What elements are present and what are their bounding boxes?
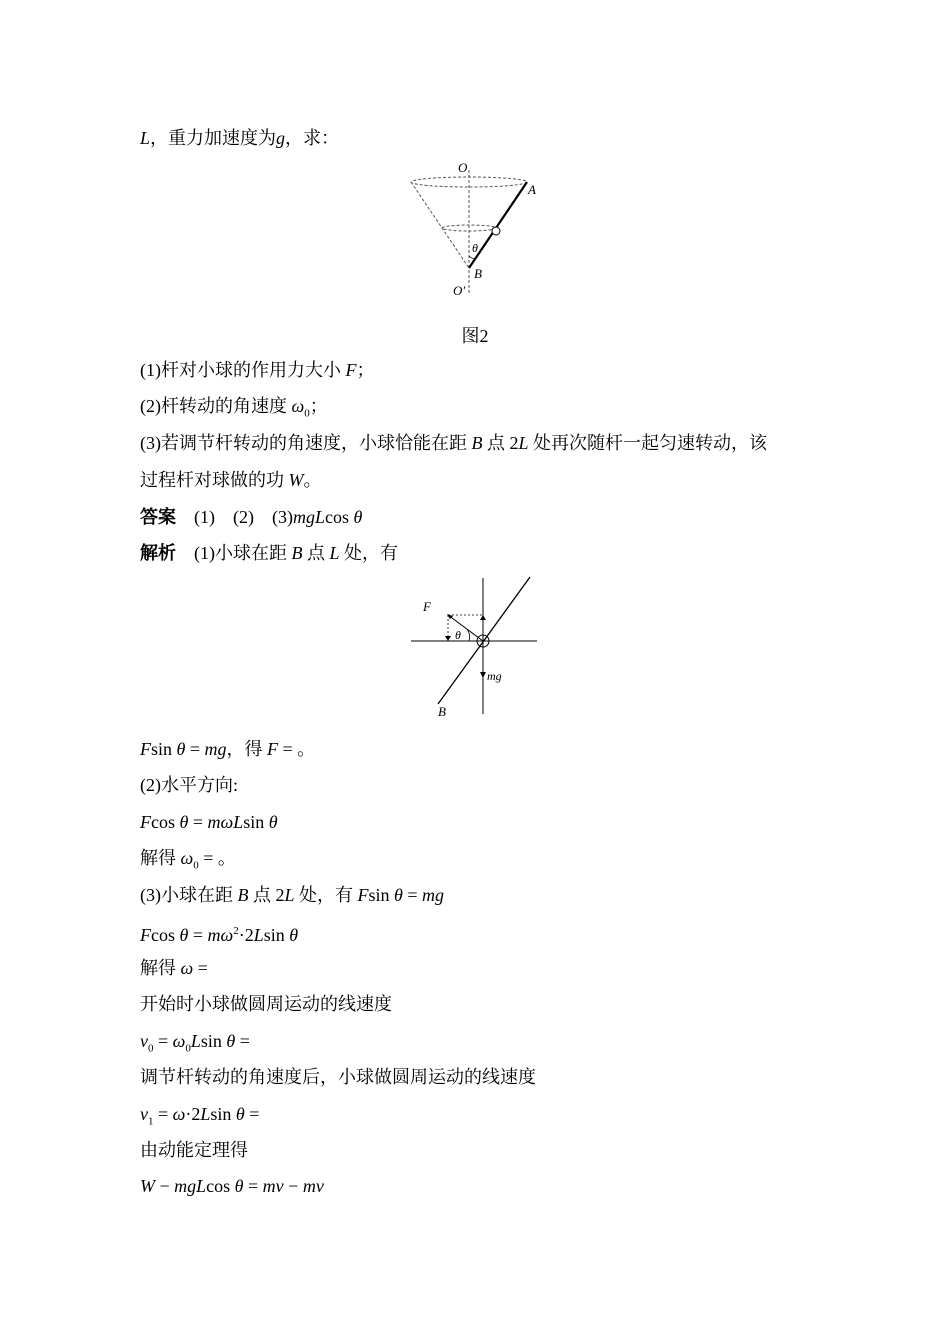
theta-arc (469, 256, 475, 259)
step-3-line: (3)小球在距 B 点 2L 处，有 Fsin θ = mg (140, 885, 445, 905)
label-theta: θ (472, 241, 478, 255)
cone-left-edge (411, 182, 469, 268)
eq-line-2: Fcos θ = mωLsin θ (140, 812, 278, 832)
label-B: B (438, 704, 446, 719)
cone-figure (400, 156, 550, 301)
intro-line: L，重力加速度为g，求： (140, 128, 340, 148)
force-F-arrow (448, 615, 483, 641)
question-3-cont: 过程杆对球做的功 W。 (140, 470, 322, 490)
eq-line-5: 解得 ω = (140, 958, 208, 978)
label-theta: θ (455, 628, 461, 642)
step-4-text: 开始时小球做圆周运动的线速度 (140, 994, 392, 1014)
answer-label: 答案 (140, 507, 176, 527)
step-6-text: 由动能定理得 (140, 1140, 248, 1160)
vertical-component-arrowhead (480, 615, 486, 620)
figure-caption: 图2 (461, 326, 489, 346)
step-5-text: 调节杆转动的角速度后，小球做圆周运动的线速度 (140, 1067, 536, 1087)
question-1: (1)杆对小球的作用力大小 F； (140, 360, 375, 380)
label-A: A (528, 182, 536, 197)
eq-line-4: Fcos $\theta = m\omega^2\cdot 2Lsin$ θ (140, 925, 299, 945)
label-O-prime: O′ (453, 283, 466, 298)
question-3: (3)若调节杆转动的角速度，小球恰能在距 B 点 2L 处再次随杆一起匀速转动，该 (140, 433, 768, 453)
var-L: L (140, 128, 151, 148)
eq-line-8: W − mgLcos θ = mv − mv (140, 1176, 324, 1196)
force-diagram (405, 574, 545, 720)
question-2: (2)杆转动的角速度 $\omega_0$； (140, 396, 328, 420)
answer-line: 答案 (1) (2) (3)mgLcos θ (140, 507, 363, 527)
label-O: O (458, 160, 468, 175)
step-2-heading: (2)水平方向: (140, 775, 238, 795)
eq-line-7: $v_1 = \omega\cdot 2Lsin$ θ = (140, 1104, 260, 1128)
label-mg: mg (487, 669, 502, 683)
label-B: B (474, 266, 482, 281)
label-F: F (423, 599, 431, 614)
var-g: g (276, 128, 286, 148)
eq-line-1: Fsin θ = mg，得 F = 。 (140, 739, 316, 759)
mg-arrowhead (480, 672, 486, 678)
horizontal-component-arrowhead (445, 636, 451, 641)
eq-line-3: 解得 $\omega_0$ = 。 (140, 848, 236, 872)
ball (492, 227, 500, 235)
analysis-label: 解析 (140, 543, 176, 563)
analysis-line: 解析 (1)小球在距 B 点 L 处，有 (140, 543, 399, 563)
eq-line-6: $v_0 = \omega_0Lsin$ θ = (140, 1031, 250, 1055)
